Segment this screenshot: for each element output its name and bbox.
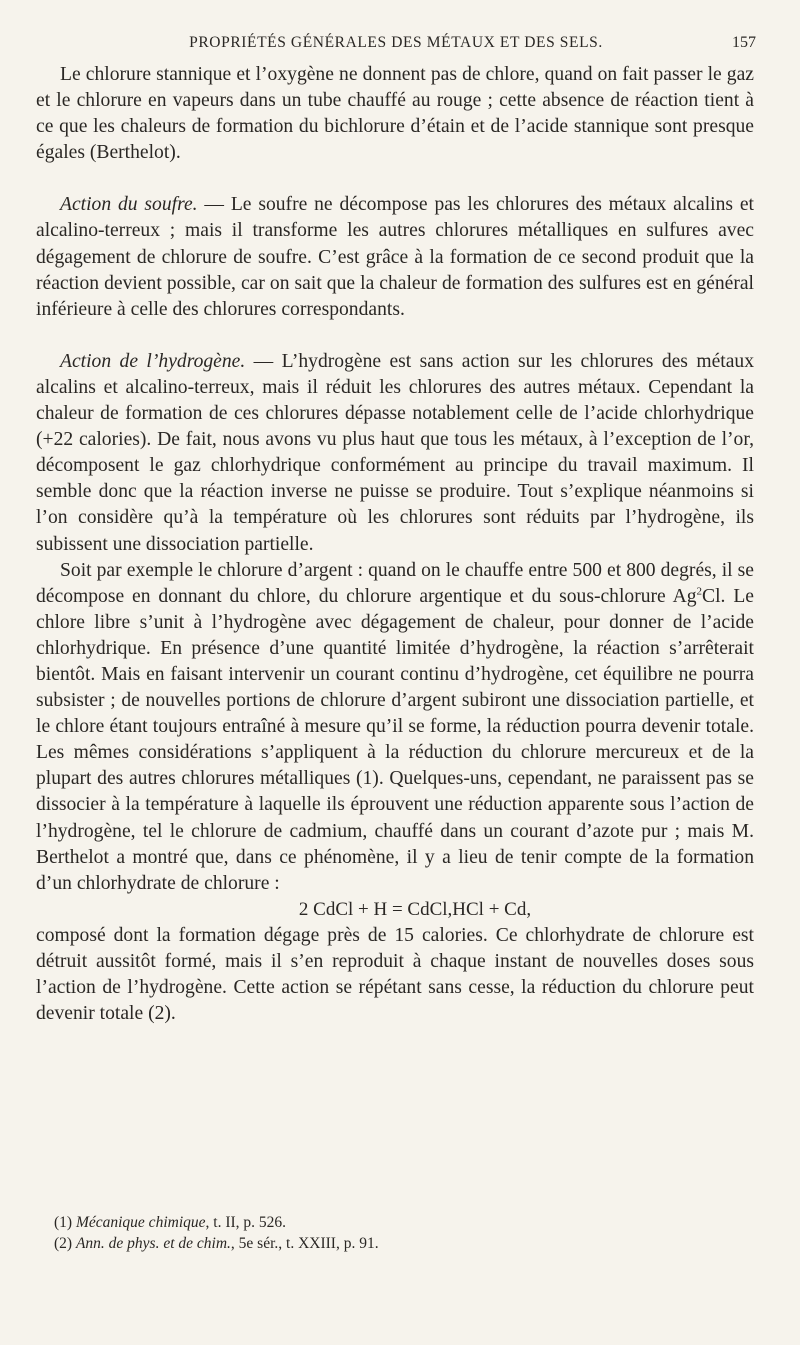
running-header [36,30,756,56]
section-action-soufre [36,192,754,322]
footnote-1-number: (1) [54,1214,76,1231]
paragraph-hydrogene-text: — L’hydrogène est sans action sur les chlorures des métaux alcalins et alcalino-terreux, mais il réduit les chlorures des autres métaux. Cependant la chaleur de formation de ces chlorures dépasse notablement celle de l’acide chlorhydrique (+22 calories). De fait, nous avons vu plus haut que tous les métaux, à l’exception de l’or, décomposent le gaz chlorhydrique conformément au principe du travail maximum. Il semble donc que la réaction inverse ne puisse se produire. Tout s’explique néanmoins si l’on considère qu’à la température où les chlorures sont réduits par l’hydrogène, ils subissent une dissociation partielle. [36,350,755,555]
footnote-1 [54,1212,760,1233]
paragraph-compose: composé dont la formation dégage près de 15 calories. Ce chlorhydrate de chlorure est détruit aussitôt formé, mais il s’en reproduit à chaque instant de nouvelles doses sous l’action de l’hydrogène. Cette action se répétant sans cesse, la réduction du chlorure peut devenir totale (2). [36,924,754,1025]
running-title: PROPRIÉTÉS GÉNÉRALES DES MÉTAUX ET DES SELS. [189,34,603,51]
footnote-1-title: Mécanique chimique [75,1214,206,1231]
section-heading-hydrogene: Action de l’hydrogène. [60,350,246,372]
footnote-2-ref: , 5e sér., t. XXIII, p. 91. [230,1235,379,1252]
paragraph-chlorure-stannique: Le chlorure stannique et l’oxygène ne donnent pas de chlore, quand on fait passer le gaz et le chlorure en vapeurs dans un tube chauffé au rouge ; cette absence de réaction tient à ce que les chaleurs de formation du bichlorure d’étain et de l’acide stannique sont presque égales (Berthelot). [36,64,754,164]
paragraph-argent-part-a: Soit par exemple le chlorure d’argent : quand on le chauffe entre 500 et 800 degrés, il se décompose en donnant du chlore, du chlorure argentique et du sous-chlorure Ag [36,559,754,607]
page-body [36,62,754,1027]
paragraph-argent-part-b: Cl. Le chlore libre s’unit à l’hydrogène avec dégagement de chaleur, pour donner de l’acide chlorhydrique. En présence d’une quantité limitée d’hydrogène, la réaction s’arrêterait bientôt. Mais en faisant intervenir un courant continu d’hydrogène, cet équilibre ne pourra subsister ; de nouvelles portions de chlorure d’argent subiront une dissociation partielle, et le chlore étant toujours entraîné à mesure qu’il se forme, la réduction pourra devenir totale. Les mêmes considérations s’appliquent à la réduction du chlorure mercureux et de la plupart des autres chlorures métalliques (1). Quelques-uns, cependant, ne paraissent pas se dissocier à la température à laquelle ils éprouvent une réduction apparente sous l’action de l’hydrogène, tel le chlorure de cadmium, chauffé dans un courant d’azote pur ; mais M. Berthelot a montré que, dans ce phénomène, il y a lieu de tenir compte de la formation d’un chlorhydrate de chlorure : [36,585,755,894]
section-action-hydrogene [36,349,754,558]
page-number: 157 [732,34,756,51]
subscript-superscript: 2 [696,585,703,598]
footnote-2-title: Ann. de phys. et de chim. [75,1235,231,1252]
footnote-1-ref: , t. II, p. 526. [205,1214,287,1231]
paragraph-soufre-text: — Le soufre ne décompose pas les chlorures des métaux alcalins et alcalino-terreux ; mais il transforme les autres chlorures métalliques en sulfures avec dégagement de chlorure de soufre. C’est grâce à la formation de ce second produit que la réaction devient possible, car on sait que la chaleur de formation des sulfures est en général inférieure à celle des chlorures correspondants. [36,194,755,320]
footnote-2-number: (2) [54,1235,76,1252]
footnote-2 [54,1233,760,1254]
chemical-equation: 2 CdCl + H = CdCl,HCl + Cd, [298,898,532,920]
footnotes [54,1212,760,1254]
paragraph-chlorure-argent [36,558,754,897]
section-heading-soufre: Action du soufre. [60,194,198,216]
